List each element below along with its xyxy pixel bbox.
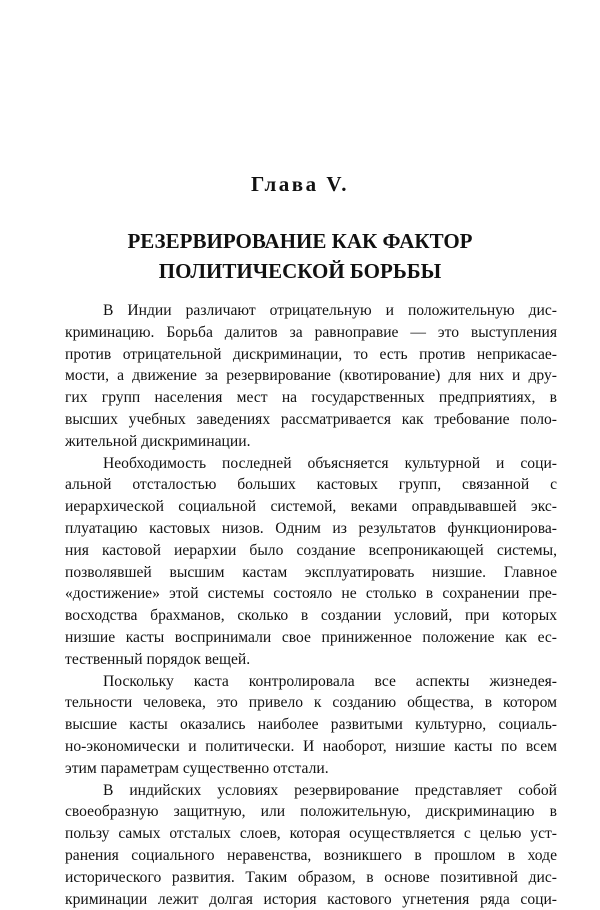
text-line: В индийских условиях резервирование представляет собой: [103, 781, 557, 799]
text-line: иерархической социальной системой, веками оправдывавшей экс-: [65, 498, 557, 516]
text-line: мости, а движение за резервирование (квотирование) для них и дру-: [65, 367, 557, 385]
chapter-title: [0, 226, 600, 286]
text-line: ранения социального неравенства, возникшего в прошлом в ходе: [65, 846, 557, 864]
text-line: криминации лежит долгая история кастового угнетения ряда соци-: [65, 890, 557, 908]
text-line: Необходимость последней объясняется культурной и соци-: [103, 454, 557, 472]
text-line: тельности человека, это привело к созданию общества, в котором: [65, 694, 557, 712]
text-line: жительной дискриминации.: [65, 432, 251, 450]
paragraph: [65, 671, 557, 780]
text-line: против отрицательной дискриминации, то есть против неприкасае-: [65, 345, 557, 363]
text-line: Поскольку каста контролировала все аспекты жизнедея-: [103, 672, 557, 690]
text-line: пользу самых отсталых слоев, которая осуществляется с целью уст-: [65, 825, 557, 843]
body-text: [65, 300, 557, 910]
chapter-title-line: ПОЛИТИЧЕСКОЙ БОРЬБЫ: [158, 259, 442, 283]
text-line: высшие касты оказались наиболее развитыми культурно, социаль-: [65, 716, 557, 734]
chapter-title-line: РЕЗЕРВИРОВАНИЕ КАК ФАКТОР: [127, 229, 473, 253]
text-line: этим параметрам существенно отстали.: [65, 759, 329, 777]
chapter-heading: Глава V.: [250, 172, 350, 196]
text-line: «достижение» этой системы состояло не столько в сохранении пре-: [65, 585, 557, 603]
paragraph: [65, 453, 557, 671]
text-line: В Индии различают отрицательную и положительную дис-: [103, 302, 557, 319]
text-line: своеобразную защитную, или положительную, дискриминацию в: [65, 803, 557, 821]
text-line: криминацию. Борьба далитов за равноправие — это выступления: [65, 323, 557, 341]
text-line: низшие касты воспринимали свое приниженное положение как ес-: [65, 628, 557, 646]
text-line: но-экономически и политически. И наоборот, низшие касты по всем: [65, 737, 557, 755]
text-line: исторического развития. Таким образом, в основе позитивной дис-: [65, 868, 557, 886]
text-line: тественный порядок вещей.: [65, 650, 251, 668]
paragraph: [65, 780, 557, 910]
text-line: позволявшей высшим кастам эксплуатировать низшие. Главное: [65, 563, 557, 581]
text-line: восходства брахманов, сколько в создании условий, при которых: [65, 607, 557, 625]
text-line: альной отсталостью больших кастовых групп, связанной с: [65, 476, 557, 494]
text-line: высших учебных заведениях рассматривается как требование поло-: [65, 410, 557, 428]
text-line: плуатацию кастовых низов. Одним из результатов функционирова-: [65, 519, 557, 537]
paragraph: [65, 300, 557, 453]
text-line: ния кастовой иерархии было создание всепроникающей системы,: [65, 541, 557, 559]
text-line: гих групп населения мест на государственных предприятиях, в: [65, 389, 557, 407]
